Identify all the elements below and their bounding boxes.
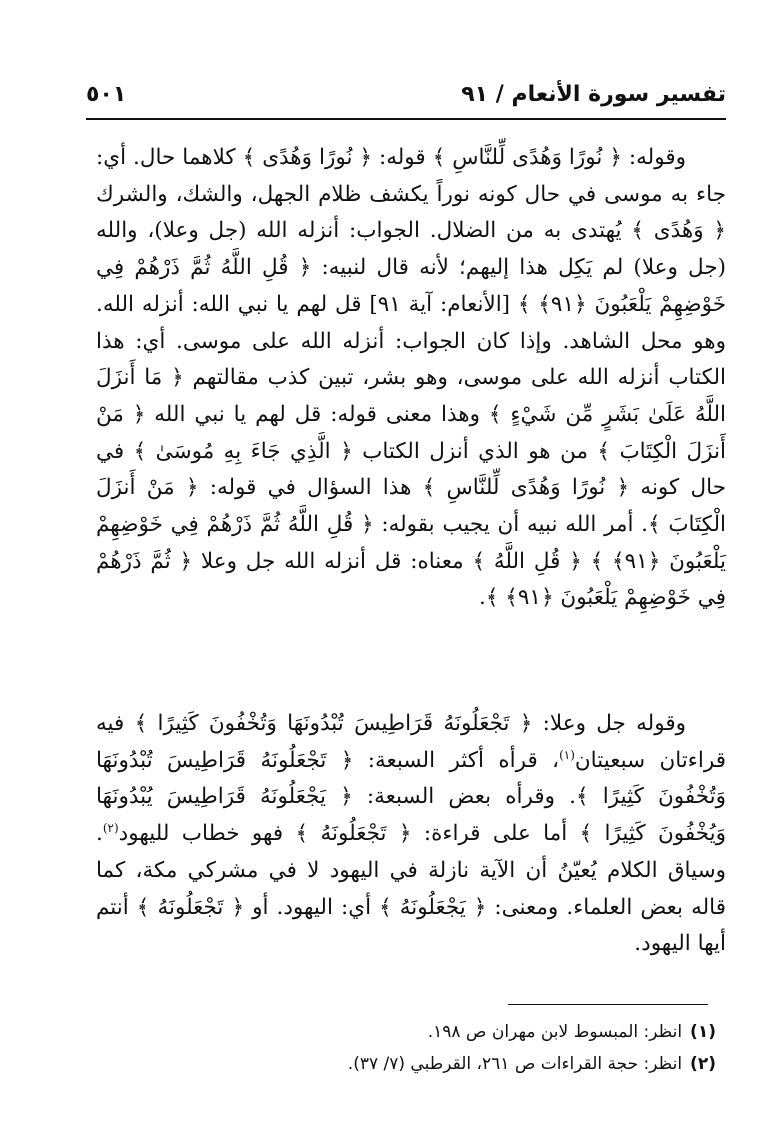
- paragraph-2: [96, 706, 726, 963]
- footnote-2: [96, 1048, 716, 1080]
- paragraph-1-text: وقوله: ﴿ نُورًا وَهُدًى لِّلنَّاسِ ﴾ قوله: ﴿ نُورًا وَهُدًى ﴾ كلاهما حال. أي: جاء به موسى في حال كونه نوراً يكشف ظلام الجهل، والشك، والشرك ﴿ وَهُدًى ﴾ يُهتدى به من الضلال. الجواب: أنزله الله (جل وعلا)، والله (جل وعلا) لم يَكِل هذا إليهم؛ لأنه قال لنبيه: ﴿ قُلِ اللَّهُ ثُمَّ ذَرْهُمْ فِي خَوْضِهِمْ يَلْعَبُونَ ﴿٩١﴾ ﴾ [الأنعام: آية ٩١] قل لهم يا نبي الله: أنزله الله. وهو محل الشاهد. وإذا كان الجواب: أنزله الله على موسى. أي: هذا الكتاب أنزله الله على موسى، وهو بشر، تبين كذب مقالتهم ﴿ مَا أَنزَلَ اللَّهُ عَلَىٰ بَشَرٍ مِّن شَيْءٍ ﴾ وهذا معنى قوله: قل لهم يا نبي الله ﴿ مَنْ أَنزَلَ الْكِتَابَ ﴾ من هو الذي أنزل الكتاب ﴿ الَّذِي جَاءَ بِهِ مُوسَىٰ ﴾ في حال كونه ﴿ نُورًا وَهُدًى لِّلنَّاسِ ﴾ هذا السؤال في قوله: ﴿ مَنْ أَنزَلَ الْكِتَابَ ﴾. أمر الله نبيه أن يجيب بقوله: ﴿ قُلِ اللَّهُ ثُمَّ ذَرْهُمْ فِي خَوْضِهِمْ يَلْعَبُونَ ﴿٩١﴾ ﴾ ﴿ قُلِ اللَّهُ ﴾ معناه: قل أنزله الله جل وعلا ﴿ ثُمَّ ذَرْهُمْ فِي خَوْضِهِمْ يَلْعَبُونَ ﴿٩١﴾ ﴾.: [96, 145, 727, 611]
- page-header: [86, 80, 726, 116]
- footnote-2-number: (٢): [690, 1054, 716, 1074]
- paragraph-2-part-1: وقوله جل وعلا: ﴿ تَجْعَلُونَهُ قَرَاطِيسَ تُبْدُونَهَا وَتُخْفُونَ كَثِيرًا ﴾ فيه قراءتان سبعيتان: [96, 711, 726, 773]
- footnote-rule: [508, 1004, 708, 1005]
- paragraph-2-part-2: ، قرأه أكثر السبعة: ﴿ تَجْعَلُونَهُ قَرَاطِيسَ تُبْدُونَهَا وَتُخْفُونَ كَثِيرًا ﴾. وقرأه بعض السبعة: ﴿ يَجْعَلُونَهُ قَرَاطِيسَ يُبْدُونَهَا وَيُخْفُونَ كَثِيرًا ﴾ أما على قراءة: ﴿ تَجْعَلُونَهُ ﴾ فهو خطاب لليهود: [96, 747, 726, 847]
- footnote-1-number: (١): [690, 1022, 716, 1042]
- page-number: ٥٠١: [86, 82, 127, 107]
- footnote-1: [96, 1016, 716, 1048]
- footnote-2-text: انظر: حجة القراءات ص ٢٦١، القرطبي (٧/ ٣٧).: [347, 1054, 683, 1074]
- footnotes: [96, 1016, 716, 1080]
- running-title: تفسير سورة الأنعام / ٩١: [461, 82, 726, 107]
- footnote-1-text: انظر: المبسوط لابن مهران ص ١٩٨.: [427, 1022, 683, 1042]
- footnote-ref-2: (٢): [102, 820, 119, 835]
- header-rule: [86, 118, 726, 120]
- footnote-ref-1: (١): [559, 747, 575, 762]
- paragraph-2-text: [96, 706, 726, 963]
- paragraph-1: [96, 140, 726, 617]
- paragraph-2-part-3: . وسياق الكلام يُعيّنُ أن الآية نازلة في اليهود لا في مشركي مكة، كما قاله بعض العلماء. ومعنى: ﴿ يَجْعَلُونَهُ ﴾ أي: اليهود. أو ﴿ تَجْعَلُونَهُ ﴾ أنتم أيها اليهود.: [96, 821, 726, 957]
